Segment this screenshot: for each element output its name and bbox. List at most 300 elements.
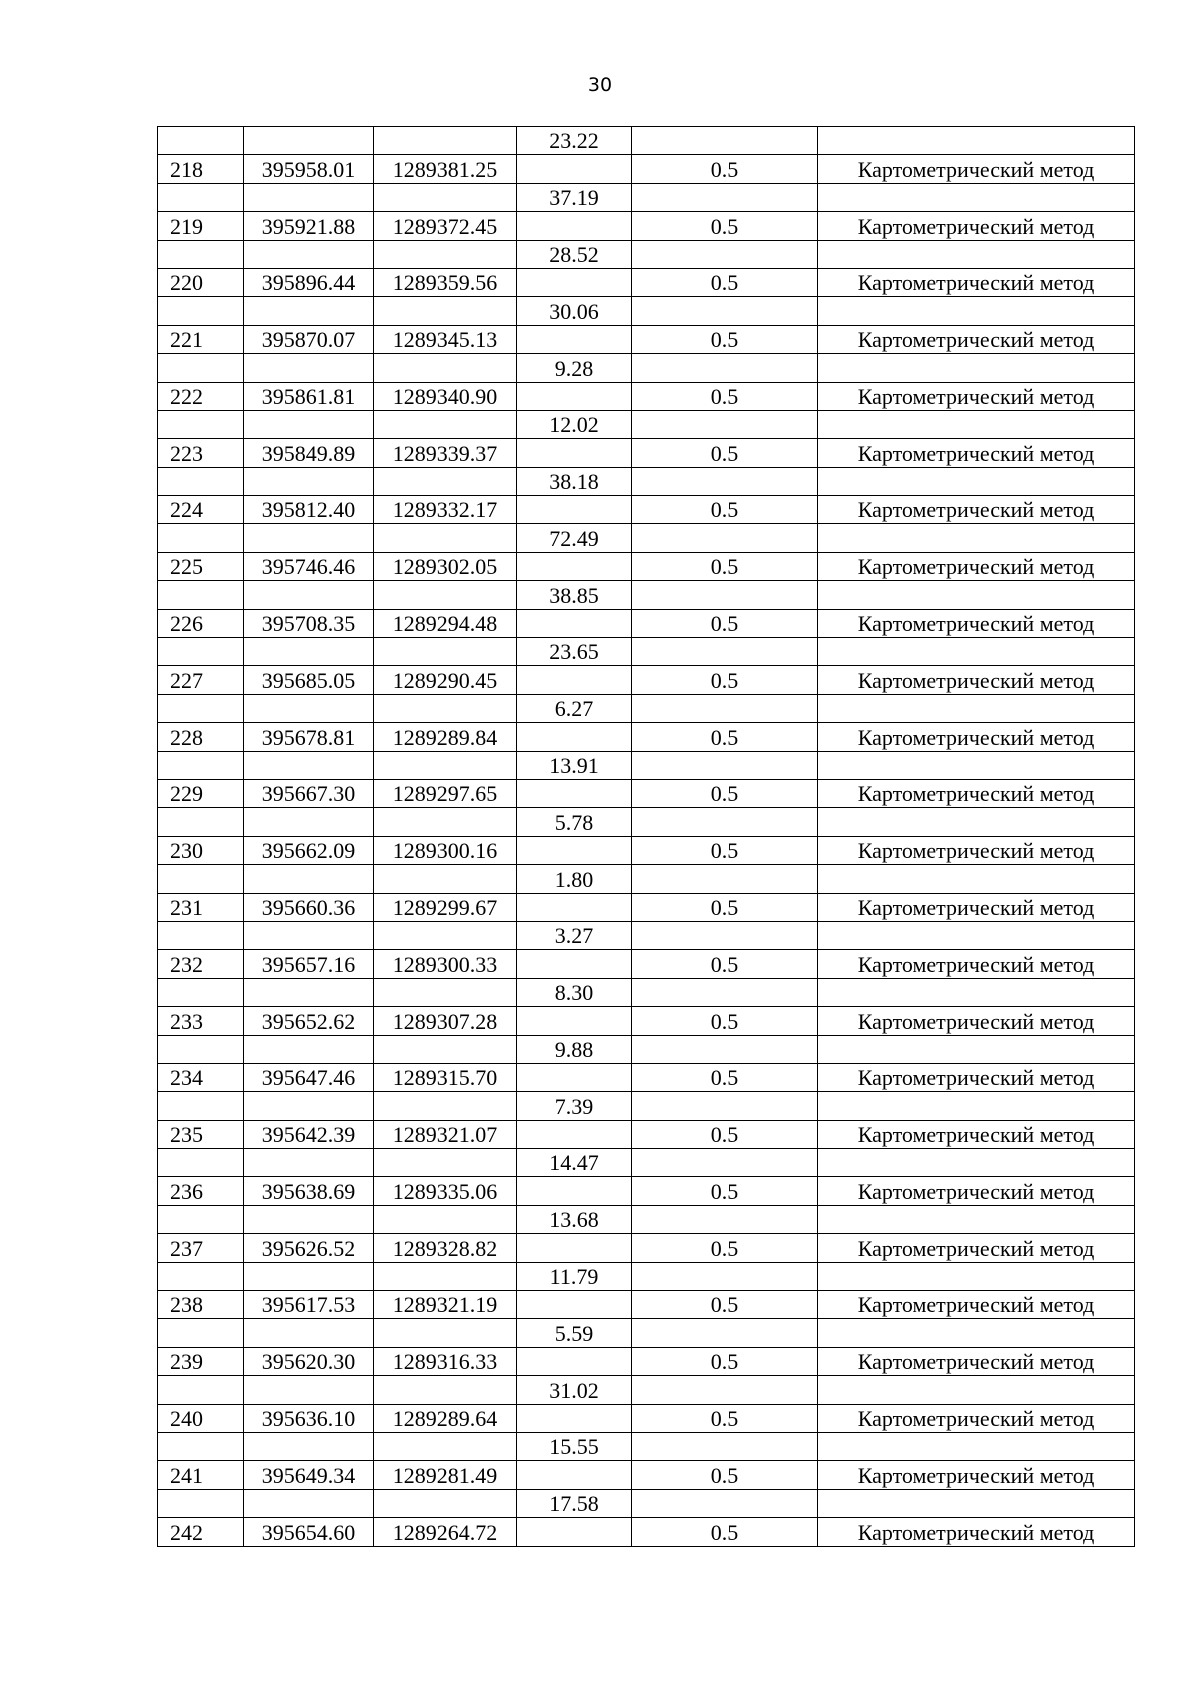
cell-num: 218	[158, 155, 244, 183]
cell-y	[374, 1489, 517, 1517]
point-row	[158, 1120, 1135, 1148]
cell-num	[158, 751, 244, 779]
cell-num: 242	[158, 1518, 244, 1546]
cell-method	[818, 1489, 1135, 1517]
cell-x: 395649.34	[244, 1461, 374, 1489]
cell-acc	[632, 921, 818, 949]
point-row	[158, 382, 1135, 410]
cell-method	[818, 978, 1135, 1006]
cell-method: Картометрический метод	[818, 609, 1135, 637]
cell-len: 5.59	[517, 1319, 632, 1347]
segment-length-row	[158, 467, 1135, 495]
cell-y	[374, 1376, 517, 1404]
cell-y	[374, 808, 517, 836]
cell-y	[374, 1205, 517, 1233]
cell-x	[244, 694, 374, 722]
cell-y: 1289289.64	[374, 1404, 517, 1432]
cell-num: 236	[158, 1177, 244, 1205]
point-row	[158, 496, 1135, 524]
cell-len: 14.47	[517, 1149, 632, 1177]
cell-x	[244, 1489, 374, 1517]
cell-y	[374, 297, 517, 325]
cell-y	[374, 240, 517, 268]
cell-acc: 0.5	[632, 1461, 818, 1489]
cell-method	[818, 1319, 1135, 1347]
cell-y	[374, 127, 517, 155]
cell-method	[818, 354, 1135, 382]
cell-len: 38.18	[517, 467, 632, 495]
segment-length-row	[158, 808, 1135, 836]
cell-num	[158, 1319, 244, 1347]
cell-y: 1289294.48	[374, 609, 517, 637]
cell-num: 222	[158, 382, 244, 410]
cell-method: Картометрический метод	[818, 836, 1135, 864]
cell-len: 9.88	[517, 1035, 632, 1063]
cell-y: 1289339.37	[374, 439, 517, 467]
cell-method: Картометрический метод	[818, 950, 1135, 978]
cell-x	[244, 1432, 374, 1460]
point-row	[158, 1347, 1135, 1375]
cell-num: 237	[158, 1234, 244, 1262]
cell-y	[374, 921, 517, 949]
cell-num: 241	[158, 1461, 244, 1489]
cell-acc: 0.5	[632, 1177, 818, 1205]
segment-length-row	[158, 297, 1135, 325]
cell-acc: 0.5	[632, 1291, 818, 1319]
cell-num	[158, 581, 244, 609]
cell-num	[158, 694, 244, 722]
cell-acc	[632, 1376, 818, 1404]
cell-len	[517, 325, 632, 353]
cell-x: 395861.81	[244, 382, 374, 410]
cell-len: 6.27	[517, 694, 632, 722]
cell-len: 1.80	[517, 865, 632, 893]
cell-num: 229	[158, 779, 244, 807]
cell-acc	[632, 1205, 818, 1233]
cell-x	[244, 978, 374, 1006]
cell-y: 1289289.84	[374, 723, 517, 751]
cell-len	[517, 1120, 632, 1148]
cell-method	[818, 1092, 1135, 1120]
segment-length-row	[158, 524, 1135, 552]
cell-x: 395652.62	[244, 1007, 374, 1035]
cell-acc: 0.5	[632, 723, 818, 751]
point-row	[158, 950, 1135, 978]
cell-method	[818, 638, 1135, 666]
cell-x	[244, 865, 374, 893]
cell-method	[818, 1205, 1135, 1233]
cell-len	[517, 552, 632, 580]
cell-method: Картометрический метод	[818, 779, 1135, 807]
cell-method	[818, 1432, 1135, 1460]
cell-num	[158, 978, 244, 1006]
cell-acc	[632, 978, 818, 1006]
cell-y	[374, 865, 517, 893]
cell-method	[818, 808, 1135, 836]
cell-num	[158, 1489, 244, 1517]
cell-y	[374, 354, 517, 382]
cell-len: 23.65	[517, 638, 632, 666]
cell-y	[374, 183, 517, 211]
cell-num: 234	[158, 1063, 244, 1091]
cell-x: 395647.46	[244, 1063, 374, 1091]
cell-num	[158, 127, 244, 155]
cell-y	[374, 1149, 517, 1177]
cell-len	[517, 439, 632, 467]
cell-method: Картометрический метод	[818, 1404, 1135, 1432]
cell-num: 226	[158, 609, 244, 637]
cell-y: 1289332.17	[374, 496, 517, 524]
cell-x	[244, 1376, 374, 1404]
cell-acc: 0.5	[632, 439, 818, 467]
point-row	[158, 723, 1135, 751]
cell-num	[158, 524, 244, 552]
point-row	[158, 552, 1135, 580]
cell-acc: 0.5	[632, 1063, 818, 1091]
cell-x: 395678.81	[244, 723, 374, 751]
cell-method	[818, 751, 1135, 779]
cell-len	[517, 155, 632, 183]
cell-y: 1289321.07	[374, 1120, 517, 1148]
cell-acc	[632, 524, 818, 552]
cell-method: Картометрический метод	[818, 212, 1135, 240]
cell-method: Картометрический метод	[818, 1234, 1135, 1262]
cell-num: 230	[158, 836, 244, 864]
cell-x: 395626.52	[244, 1234, 374, 1262]
cell-acc: 0.5	[632, 1518, 818, 1546]
cell-y: 1289297.65	[374, 779, 517, 807]
segment-length-row	[158, 1262, 1135, 1290]
cell-y	[374, 1092, 517, 1120]
cell-num: 233	[158, 1007, 244, 1035]
cell-acc: 0.5	[632, 155, 818, 183]
cell-method: Картометрический метод	[818, 1461, 1135, 1489]
cell-y	[374, 694, 517, 722]
point-row	[158, 439, 1135, 467]
segment-length-row	[158, 865, 1135, 893]
cell-x: 395708.35	[244, 609, 374, 637]
cell-y	[374, 638, 517, 666]
cell-len	[517, 723, 632, 751]
cell-x: 395642.39	[244, 1120, 374, 1148]
cell-acc	[632, 638, 818, 666]
cell-acc	[632, 354, 818, 382]
cell-method: Картометрический метод	[818, 382, 1135, 410]
cell-x	[244, 524, 374, 552]
cell-acc	[632, 1432, 818, 1460]
segment-length-row	[158, 183, 1135, 211]
cell-method	[818, 865, 1135, 893]
cell-acc: 0.5	[632, 950, 818, 978]
cell-method: Картометрический метод	[818, 552, 1135, 580]
cell-len	[517, 1404, 632, 1432]
cell-num: 232	[158, 950, 244, 978]
cell-method: Картометрический метод	[818, 439, 1135, 467]
cell-num	[158, 638, 244, 666]
cell-num	[158, 354, 244, 382]
cell-len	[517, 1291, 632, 1319]
cell-y: 1289328.82	[374, 1234, 517, 1262]
cell-method: Картометрический метод	[818, 1177, 1135, 1205]
cell-num	[158, 1149, 244, 1177]
page-number: 30	[587, 74, 613, 96]
cell-x	[244, 638, 374, 666]
cell-len: 9.28	[517, 354, 632, 382]
segment-length-row	[158, 240, 1135, 268]
point-row	[158, 1234, 1135, 1262]
cell-acc	[632, 240, 818, 268]
cell-acc: 0.5	[632, 1007, 818, 1035]
cell-len: 38.85	[517, 581, 632, 609]
cell-method: Картометрический метод	[818, 496, 1135, 524]
cell-acc	[632, 1035, 818, 1063]
cell-acc: 0.5	[632, 1234, 818, 1262]
cell-len	[517, 1063, 632, 1091]
cell-len: 72.49	[517, 524, 632, 552]
cell-x	[244, 1319, 374, 1347]
cell-method: Картометрический метод	[818, 1007, 1135, 1035]
cell-y	[374, 581, 517, 609]
cell-acc: 0.5	[632, 609, 818, 637]
cell-len: 12.02	[517, 410, 632, 438]
segment-length-row	[158, 1489, 1135, 1517]
cell-y: 1289281.49	[374, 1461, 517, 1489]
cell-x	[244, 1092, 374, 1120]
point-row	[158, 609, 1135, 637]
cell-y: 1289300.33	[374, 950, 517, 978]
point-row	[158, 836, 1135, 864]
cell-method: Картометрический метод	[818, 325, 1135, 353]
cell-len	[517, 1461, 632, 1489]
segment-length-row	[158, 354, 1135, 382]
cell-acc: 0.5	[632, 1347, 818, 1375]
cell-acc	[632, 694, 818, 722]
cell-y: 1289340.90	[374, 382, 517, 410]
cell-y: 1289316.33	[374, 1347, 517, 1375]
cell-x: 395638.69	[244, 1177, 374, 1205]
cell-num	[158, 240, 244, 268]
cell-num	[158, 410, 244, 438]
cell-acc	[632, 410, 818, 438]
cell-acc	[632, 127, 818, 155]
cell-y: 1289264.72	[374, 1518, 517, 1546]
cell-len	[517, 950, 632, 978]
cell-y: 1289335.06	[374, 1177, 517, 1205]
cell-acc: 0.5	[632, 212, 818, 240]
cell-y	[374, 1262, 517, 1290]
cell-num	[158, 1262, 244, 1290]
point-row	[158, 1291, 1135, 1319]
cell-y: 1289315.70	[374, 1063, 517, 1091]
cell-x: 395685.05	[244, 666, 374, 694]
segment-length-row	[158, 1149, 1135, 1177]
cell-y	[374, 1319, 517, 1347]
point-row	[158, 1404, 1135, 1432]
cell-y	[374, 467, 517, 495]
cell-y: 1289345.13	[374, 325, 517, 353]
cell-len: 5.78	[517, 808, 632, 836]
point-row	[158, 893, 1135, 921]
cell-x: 395958.01	[244, 155, 374, 183]
cell-len	[517, 382, 632, 410]
cell-method: Картометрический метод	[818, 1518, 1135, 1546]
segment-length-row	[158, 410, 1135, 438]
cell-method: Картометрический метод	[818, 1347, 1135, 1375]
cell-y: 1289302.05	[374, 552, 517, 580]
cell-y: 1289307.28	[374, 1007, 517, 1035]
cell-len	[517, 1234, 632, 1262]
cell-y	[374, 1035, 517, 1063]
cell-acc: 0.5	[632, 1404, 818, 1432]
cell-method	[818, 127, 1135, 155]
cell-method	[818, 694, 1135, 722]
cell-acc: 0.5	[632, 552, 818, 580]
cell-y	[374, 751, 517, 779]
cell-method: Картометрический метод	[818, 155, 1135, 183]
cell-num: 220	[158, 268, 244, 296]
cell-y: 1289300.16	[374, 836, 517, 864]
cell-y: 1289372.45	[374, 212, 517, 240]
cell-x	[244, 297, 374, 325]
cell-len: 13.68	[517, 1205, 632, 1233]
cell-num: 223	[158, 439, 244, 467]
cell-len: 3.27	[517, 921, 632, 949]
cell-num: 239	[158, 1347, 244, 1375]
cell-acc	[632, 808, 818, 836]
cell-acc	[632, 467, 818, 495]
cell-num	[158, 183, 244, 211]
point-row	[158, 1007, 1135, 1035]
cell-num: 219	[158, 212, 244, 240]
cell-acc: 0.5	[632, 382, 818, 410]
cell-x: 395870.07	[244, 325, 374, 353]
cell-acc: 0.5	[632, 779, 818, 807]
cell-x: 395896.44	[244, 268, 374, 296]
cell-num: 238	[158, 1291, 244, 1319]
cell-num	[158, 921, 244, 949]
coordinates-table	[157, 126, 1135, 1547]
cell-acc	[632, 183, 818, 211]
cell-len: 23.22	[517, 127, 632, 155]
segment-length-row	[158, 1092, 1135, 1120]
cell-method: Картометрический метод	[818, 268, 1135, 296]
cell-method: Картометрический метод	[818, 1291, 1135, 1319]
cell-acc	[632, 1319, 818, 1347]
cell-y: 1289299.67	[374, 893, 517, 921]
cell-acc: 0.5	[632, 325, 818, 353]
point-row	[158, 268, 1135, 296]
cell-x: 395921.88	[244, 212, 374, 240]
point-row	[158, 212, 1135, 240]
cell-len: 15.55	[517, 1432, 632, 1460]
cell-y	[374, 978, 517, 1006]
coordinates-table-body	[158, 127, 1135, 1547]
cell-x	[244, 1149, 374, 1177]
cell-num	[158, 1035, 244, 1063]
cell-method	[818, 410, 1135, 438]
cell-x	[244, 410, 374, 438]
cell-num	[158, 865, 244, 893]
cell-acc	[632, 581, 818, 609]
cell-x	[244, 1205, 374, 1233]
cell-len	[517, 212, 632, 240]
cell-x	[244, 183, 374, 211]
cell-method	[818, 1262, 1135, 1290]
cell-x: 395812.40	[244, 496, 374, 524]
cell-acc	[632, 865, 818, 893]
cell-method: Картометрический метод	[818, 893, 1135, 921]
cell-len: 8.30	[517, 978, 632, 1006]
cell-x	[244, 467, 374, 495]
cell-num	[158, 1376, 244, 1404]
cell-y	[374, 410, 517, 438]
cell-num	[158, 467, 244, 495]
cell-len	[517, 666, 632, 694]
cell-method: Картометрический метод	[818, 666, 1135, 694]
segment-length-row	[158, 694, 1135, 722]
cell-acc	[632, 1262, 818, 1290]
cell-method	[818, 240, 1135, 268]
point-row	[158, 155, 1135, 183]
cell-x: 395660.36	[244, 893, 374, 921]
point-row	[158, 1461, 1135, 1489]
cell-y: 1289290.45	[374, 666, 517, 694]
segment-length-row	[158, 581, 1135, 609]
segment-length-row	[158, 1205, 1135, 1233]
cell-len: 30.06	[517, 297, 632, 325]
cell-len: 13.91	[517, 751, 632, 779]
cell-num	[158, 1432, 244, 1460]
cell-acc	[632, 1149, 818, 1177]
cell-x	[244, 581, 374, 609]
cell-x: 395654.60	[244, 1518, 374, 1546]
segment-length-row	[158, 127, 1135, 155]
cell-x: 395617.53	[244, 1291, 374, 1319]
cell-num: 221	[158, 325, 244, 353]
cell-acc: 0.5	[632, 496, 818, 524]
cell-acc	[632, 751, 818, 779]
cell-num: 225	[158, 552, 244, 580]
cell-len	[517, 609, 632, 637]
cell-len	[517, 893, 632, 921]
segment-length-row	[158, 1432, 1135, 1460]
cell-method	[818, 921, 1135, 949]
cell-x	[244, 354, 374, 382]
cell-len	[517, 1177, 632, 1205]
cell-acc: 0.5	[632, 893, 818, 921]
cell-method: Картометрический метод	[818, 723, 1135, 751]
cell-len	[517, 1518, 632, 1546]
cell-x	[244, 808, 374, 836]
cell-len: 11.79	[517, 1262, 632, 1290]
cell-len: 7.39	[517, 1092, 632, 1120]
cell-num	[158, 1205, 244, 1233]
cell-len: 31.02	[517, 1376, 632, 1404]
cell-method	[818, 467, 1135, 495]
segment-length-row	[158, 1319, 1135, 1347]
point-row	[158, 1518, 1135, 1546]
segment-length-row	[158, 1035, 1135, 1063]
cell-x	[244, 1035, 374, 1063]
cell-len	[517, 779, 632, 807]
cell-x	[244, 1262, 374, 1290]
cell-num: 240	[158, 1404, 244, 1432]
cell-method	[818, 524, 1135, 552]
cell-method: Картометрический метод	[818, 1063, 1135, 1091]
segment-length-row	[158, 978, 1135, 1006]
cell-x: 395657.16	[244, 950, 374, 978]
cell-method	[818, 1376, 1135, 1404]
